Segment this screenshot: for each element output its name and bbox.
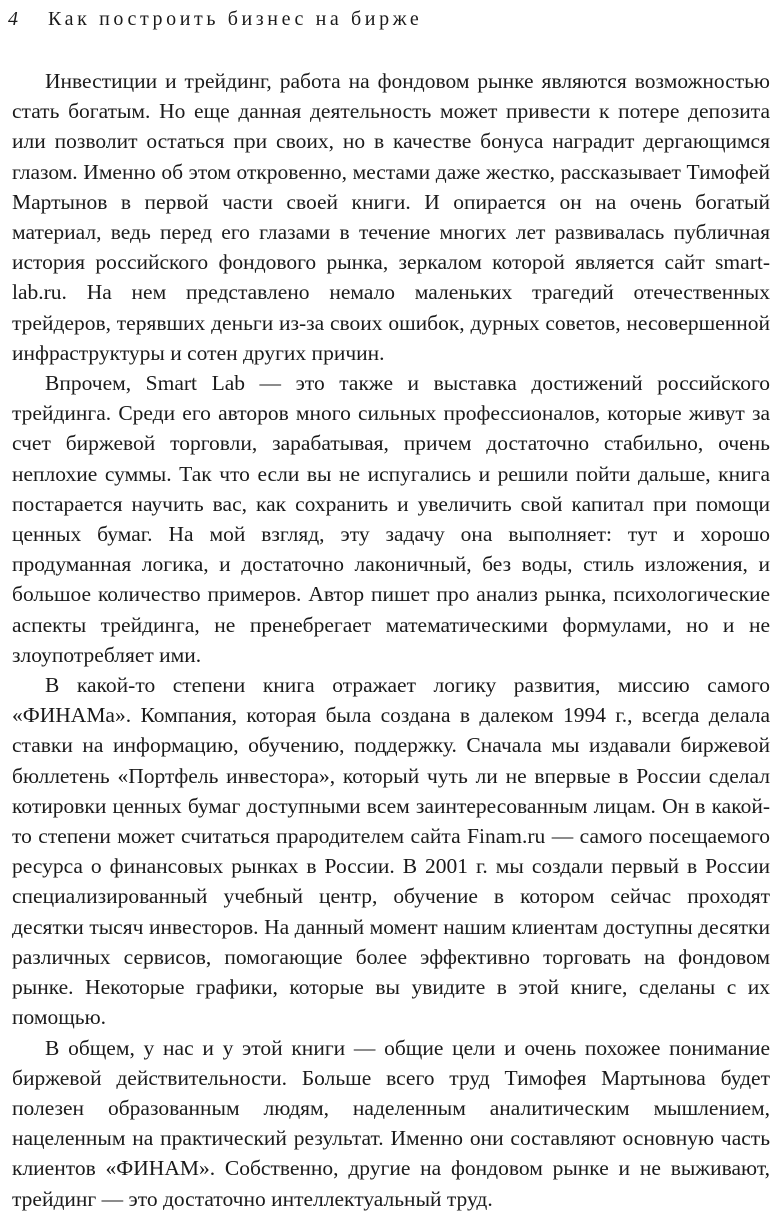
paragraph: В какой-то степени книга отражает логику развития, миссию самого «ФИНАМа». Компания, которая была создана в далеком 1994 г., всегда делала ставки на информацию, обучению, поддержку. Сначала мы издавали биржевой бюллетень «Портфель инвестора», который чуть ли не впервые в России сделал котировки ценных бумаг доступными всем заинтересованным лицам. Он в какой-то степени может считаться прародителем сайта Finam.ru — самого посещаемого ресурса о финансовых рынках в России. В 2001 г. мы создали первый в России специализированный учебный центр, обучение в котором сейчас проходят десятки тысяч инвесторов. На данный момент нашим клиентам доступны десятки различных сервисов, помогающие более эффективно торговать на фондовом рынке. Некоторые графики, которые вы увидите в этой книге, сделаны с их помощью.	[12, 673, 770, 1030]
running-header	[8, 6, 422, 32]
running-title: Как построить бизнес на бирже	[48, 8, 423, 30]
paragraph: Инвестиции и трейдинг, работа на фондовом рынке являются возможностью стать богатым. Но еще данная деятельность может привести к потере депозита или позволит остаться при своих, но в качестве бонуса наградит дергающимся глазом. Именно об этом откровенно, местами даже жестко, рассказывает Тимофей Мартынов в первой части своей книги. И опирается он на очень богатый материал, ведь перед его глазами в течение многих лет развивалась публичная история российского фондового рынка, зеркалом которой является сайт smart-lab.ru. На нем представлено немало маленьких трагедий отечественных трейдеров, терявших деньги из-за своих ошибок, дурных советов, несовершенной инфраструктуры и сотен других причин.	[12, 69, 770, 365]
body-text	[12, 66, 770, 1214]
page-number: 4	[8, 8, 18, 30]
paragraph: Впрочем, Smart Lab — это также и выставка достижений российского трейдинга. Среди его авторов много сильных профессионалов, которые живут за счет биржевой торговли, зарабатывая, причем достаточно стабильно, очень неплохие суммы. Так что если вы не испугались и решили пойти дальше, книга постарается научить вас, как сохранить и увеличить свой капитал при помощи ценных бумаг. На мой взгляд, эту задачу она выполняет: тут и хорошо продуманная логика, и достаточно лаконичный, без воды, стиль изложения, и большое количество примеров. Автор пишет про анализ рынка, психологические аспекты трейдинга, не пренебрегает математическими формулами, но и не злоупотребляет ими.	[12, 371, 770, 667]
paragraph: В общем, у нас и у этой книги — общие цели и очень похожее понимание биржевой действительности. Больше всего труд Тимофея Мартынова будет полезен образованным людям, наделенным аналитическим мышлением, нацеленным на практический результат. Именно они составляют основную часть клиентов «ФИНАМ». Собственно, другие на фондовом рынке и не выживают, трейдинг — это достаточно интеллектуальный труд.	[12, 1035, 770, 1211]
